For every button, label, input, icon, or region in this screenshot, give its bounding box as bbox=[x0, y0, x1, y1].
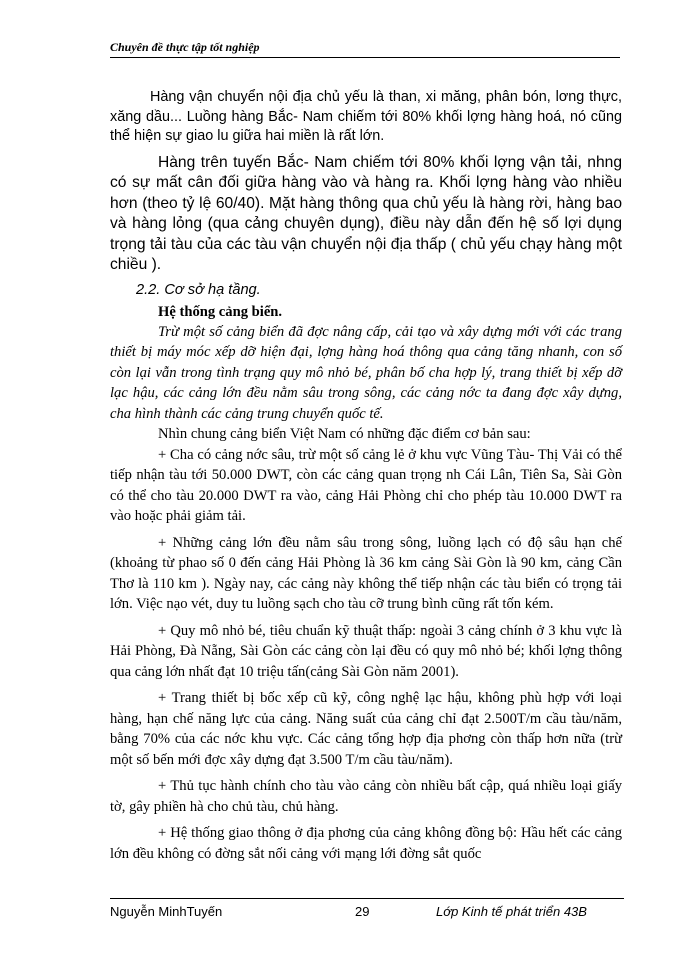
paragraph-characteristics-intro: Nhìn chung cảng biển Việt Nam có những đặc điểm cơ bản sau: bbox=[158, 426, 531, 442]
paragraph-seaport-overview: Trừ một số cảng biển đã đợc nâng cấp, cải tạo và xây dựng mới với các trang thiết bị máy móc xếp dỡ hiện đại, lợng hàng hoá thông qua cảng tăng nhanh, con số còn lại vẫn trong tình trạng quy mô nhỏ bé, phân bố cha hợp lý, trang thiết bị xếp dỡ lạc hậu, các cảng lớn đều nằm sâu trong sông, các cảng nớc ta đang đợc xây dựng, cha hình thành các cảng trung chuyển quốc tế. bbox=[110, 323, 622, 422]
bullet-deep-water: + Cha có cảng nớc sâu, trừ một số cảng lẻ ở khu vực Vũng Tàu- Thị Vải có thể tiếp nhận tàu tới 50.000 DWT, còn các cảng quan trọng nh Cái Lân, Tiên Sa, Sài Gòn có thể cho tàu 20.000 DWT ra vào, cảng Hải Phòng chỉ cho phép tàu 10.000 DWT ra vào hoặc phải giảm tải. bbox=[110, 446, 622, 524]
paragraph-domestic-cargo: Hàng vận chuyển nội địa chủ yếu là than, xi măng, phân bón, lơng thực, xăng dầu... Luồng hàng Bắc- Nam chiếm tới 80% khối lợng hàng hoá, nó cũng thể hiện sự giao lu giữa hai miền là rất lớn. bbox=[110, 89, 622, 144]
bullet-transport-network: + Hệ thống giao thông ở địa phơng của cảng không đồng bộ: Hầu hết các cảng lớn đều không có đờng sắt nối cảng với mạng lới đờng sắt quốc bbox=[110, 825, 622, 862]
section-heading: 2.2. Cơ sở hạ tầng. bbox=[136, 281, 261, 298]
page-number: 29 bbox=[355, 904, 370, 919]
bullet-small-scale: + Quy mô nhỏ bé, tiêu chuẩn kỹ thuật thấp: ngoài 3 cảng chính ở 3 khu vực là Hải Phòng, Đà Nẵng, Sài Gòn các cảng còn lại đều có quy mô nhỏ bé; khối lợng thông qua cảng lớn nhất đạt 10 triệu tấn(cảng Sài Gòn năm 2001). bbox=[110, 622, 622, 680]
footer-divider bbox=[110, 898, 624, 899]
bullet-river-ports: + Những cảng lớn đều nằm sâu trong sông, luồng lạch có độ sâu hạn chế (khoảng từ phao số 0 đến cảng Hải Phòng là 36 km cảng Sài Gòn là 90 km, cảng Cần Thơ là 110 km ). Ngày nay, các cảng này không thể tiếp nhận các tàu biển có trọng tải lớn. Việc nạo vét, duy tu luồng sạch cho tàu cỡ trung bình cũng rất tốn kém. bbox=[110, 534, 622, 612]
subsection-heading: Hệ thống cảng biển. bbox=[158, 303, 283, 320]
footer-author: Nguyễn MinhTuyến bbox=[110, 904, 223, 919]
page-body bbox=[110, 88, 622, 864]
bullet-procedures: + Thủ tục hành chính cho tàu vào cảng còn nhiều bất cập, quá nhiều loại giấy tờ, gây phiền hà cho chủ tàu, chủ hàng. bbox=[110, 778, 622, 815]
bullet-equipment: + Trang thiết bị bốc xếp cũ kỹ, công nghệ lạc hậu, không phù hợp với loại hàng, hạn chế năng lực của cảng. Năng suất của cảng chỉ đạt 2.500T/m cầu tàu/năm, bằng 70% của các nớc khu vực. Các cảng tổng hợp địa phơng còn thấp hơn nữa (trừ một số bến mới đợc xây dựng đạt 3.500 T/m cầu tàu/năm). bbox=[110, 690, 622, 768]
paragraph-north-south-route: Hàng trên tuyến Bắc- Nam chiếm tới 80% khối lợng vận tải, nhng có sự mất cân đối giữa hàng vào và hàng ra. Khối lợng hàng vào nhiều hơn (theo tỷ lệ 60/40). Mặt hàng thông qua chủ yếu là hàng rời, hàng bao và hàng lỏng (qua cảng chuyên dụng), điều này dẫn đến hệ số lợi dụng trọng tải tàu của các tàu vận chuyển nội địa thấp ( chủ yếu chạy hàng một chiều ). bbox=[110, 153, 622, 273]
footer-class: Lớp Kinh tế phát triển 43B bbox=[436, 904, 587, 919]
running-header: Chuyên đề thực tập tốt nghiệp bbox=[110, 40, 620, 58]
